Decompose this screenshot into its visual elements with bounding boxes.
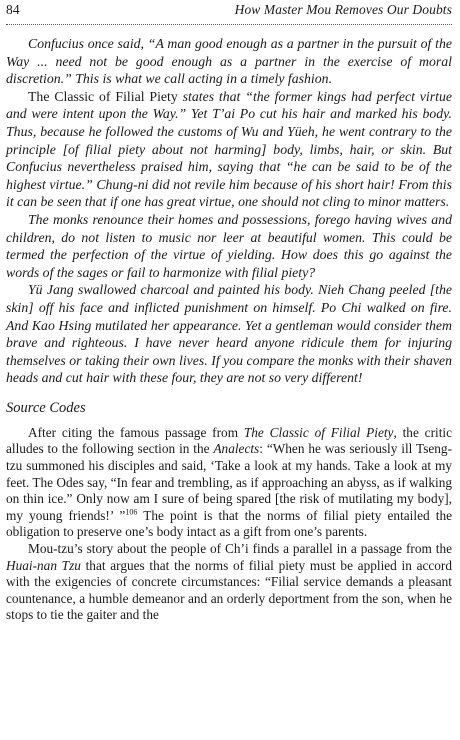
running-title: How Master Mou Removes Our Doubts	[234, 2, 452, 17]
paragraph: Yü Jang swallowed charcoal and painted his body. Nieh Chang peeled [the skin] off his face and inflicted punishment on himself. Po Chi walked on fire. And Kao Hsing mutilated her appearance. Yet a gentleman would consider them brave and righteous. I have never heard anyone ridicule them for injuring themselves or taking their own lives. If you compare the monks with their shaven heads and cut hair with these four, they are not so very different!	[6, 282, 452, 386]
paragraph: The monks renounce their homes and possessions, forego having wives and children, do not listen to music nor leer at beautiful women. This could be termed the perfection of the virtue of yielding. How does this go against the words of the sages or fail to harmonize with filial piety?	[6, 211, 452, 280]
section-heading: Source Codes	[6, 399, 86, 416]
paragraph: Confucius once said, “A man good enough as a partner in the pursuit of the Way ... need not be good enough as a partner in the exercise of moral discretion.” This is what we call acting in a timely fashion.	[6, 36, 452, 87]
running-header	[6, 0, 452, 22]
paragraph: Mou-tzu’s story about the people of Ch’i finds a parallel in a passage from the Huai-nan Tzu that argues that the norms of filial piety must be applied in accord with the exigencies of concrete circumstances: “Filial service demands a pleasant countenance, a humble demeanor and an orderly deportment from the son, when he stops to tie the gaiter and the	[6, 541, 453, 623]
work-title: The Classic of Filial Piety	[243, 424, 394, 440]
paragraph: The Classic of Filial Piety states that “the former kings had perfect virtue and were intent upon the Way.” Yet T’ai Po cut his hair and marked his body. Thus, because he followed the customs of Wu and Yüeh, he went contrary to the principle [of filial piety about not harming] body, limbs, hair, or skin. But Confucius nevertheless praised him, saying that “he can be said to be of the highest virtue.” Chung-ni did not revile him because of his short hair! From this it can be seen that if one has great virtue, one should not cling to minor matters.	[6, 88, 452, 210]
footnote-marker[interactable]: 106	[125, 507, 138, 517]
translation-text	[6, 35, 452, 387]
work-title: Analects	[213, 441, 260, 457]
header-rule	[6, 24, 452, 25]
work-title: The Classic of Filial Piety	[28, 88, 178, 104]
page-number: 84	[6, 2, 20, 17]
commentary-text	[6, 425, 452, 624]
work-title: Huai-nan Tzu	[6, 557, 81, 573]
paragraph: After citing the famous passage from The Classic of Filial Piety, the critic alludes to the following section in the Analects: “When he was seriously ill Tseng-tzu summoned his disciples and said, ‘Take a look at my hands. Take a look at my feet. The Odes say, “In fear and trembling, as if approaching an abyss, as if walking on thin ice.” Only now am I sure of being spared [the risk of mutilating my body], my young friends!’ ”$^{106}$ The point is that the norms of filial piety entailed the obligation to preserve one’s body intact as a gift from one’s parents.	[6, 424, 452, 540]
